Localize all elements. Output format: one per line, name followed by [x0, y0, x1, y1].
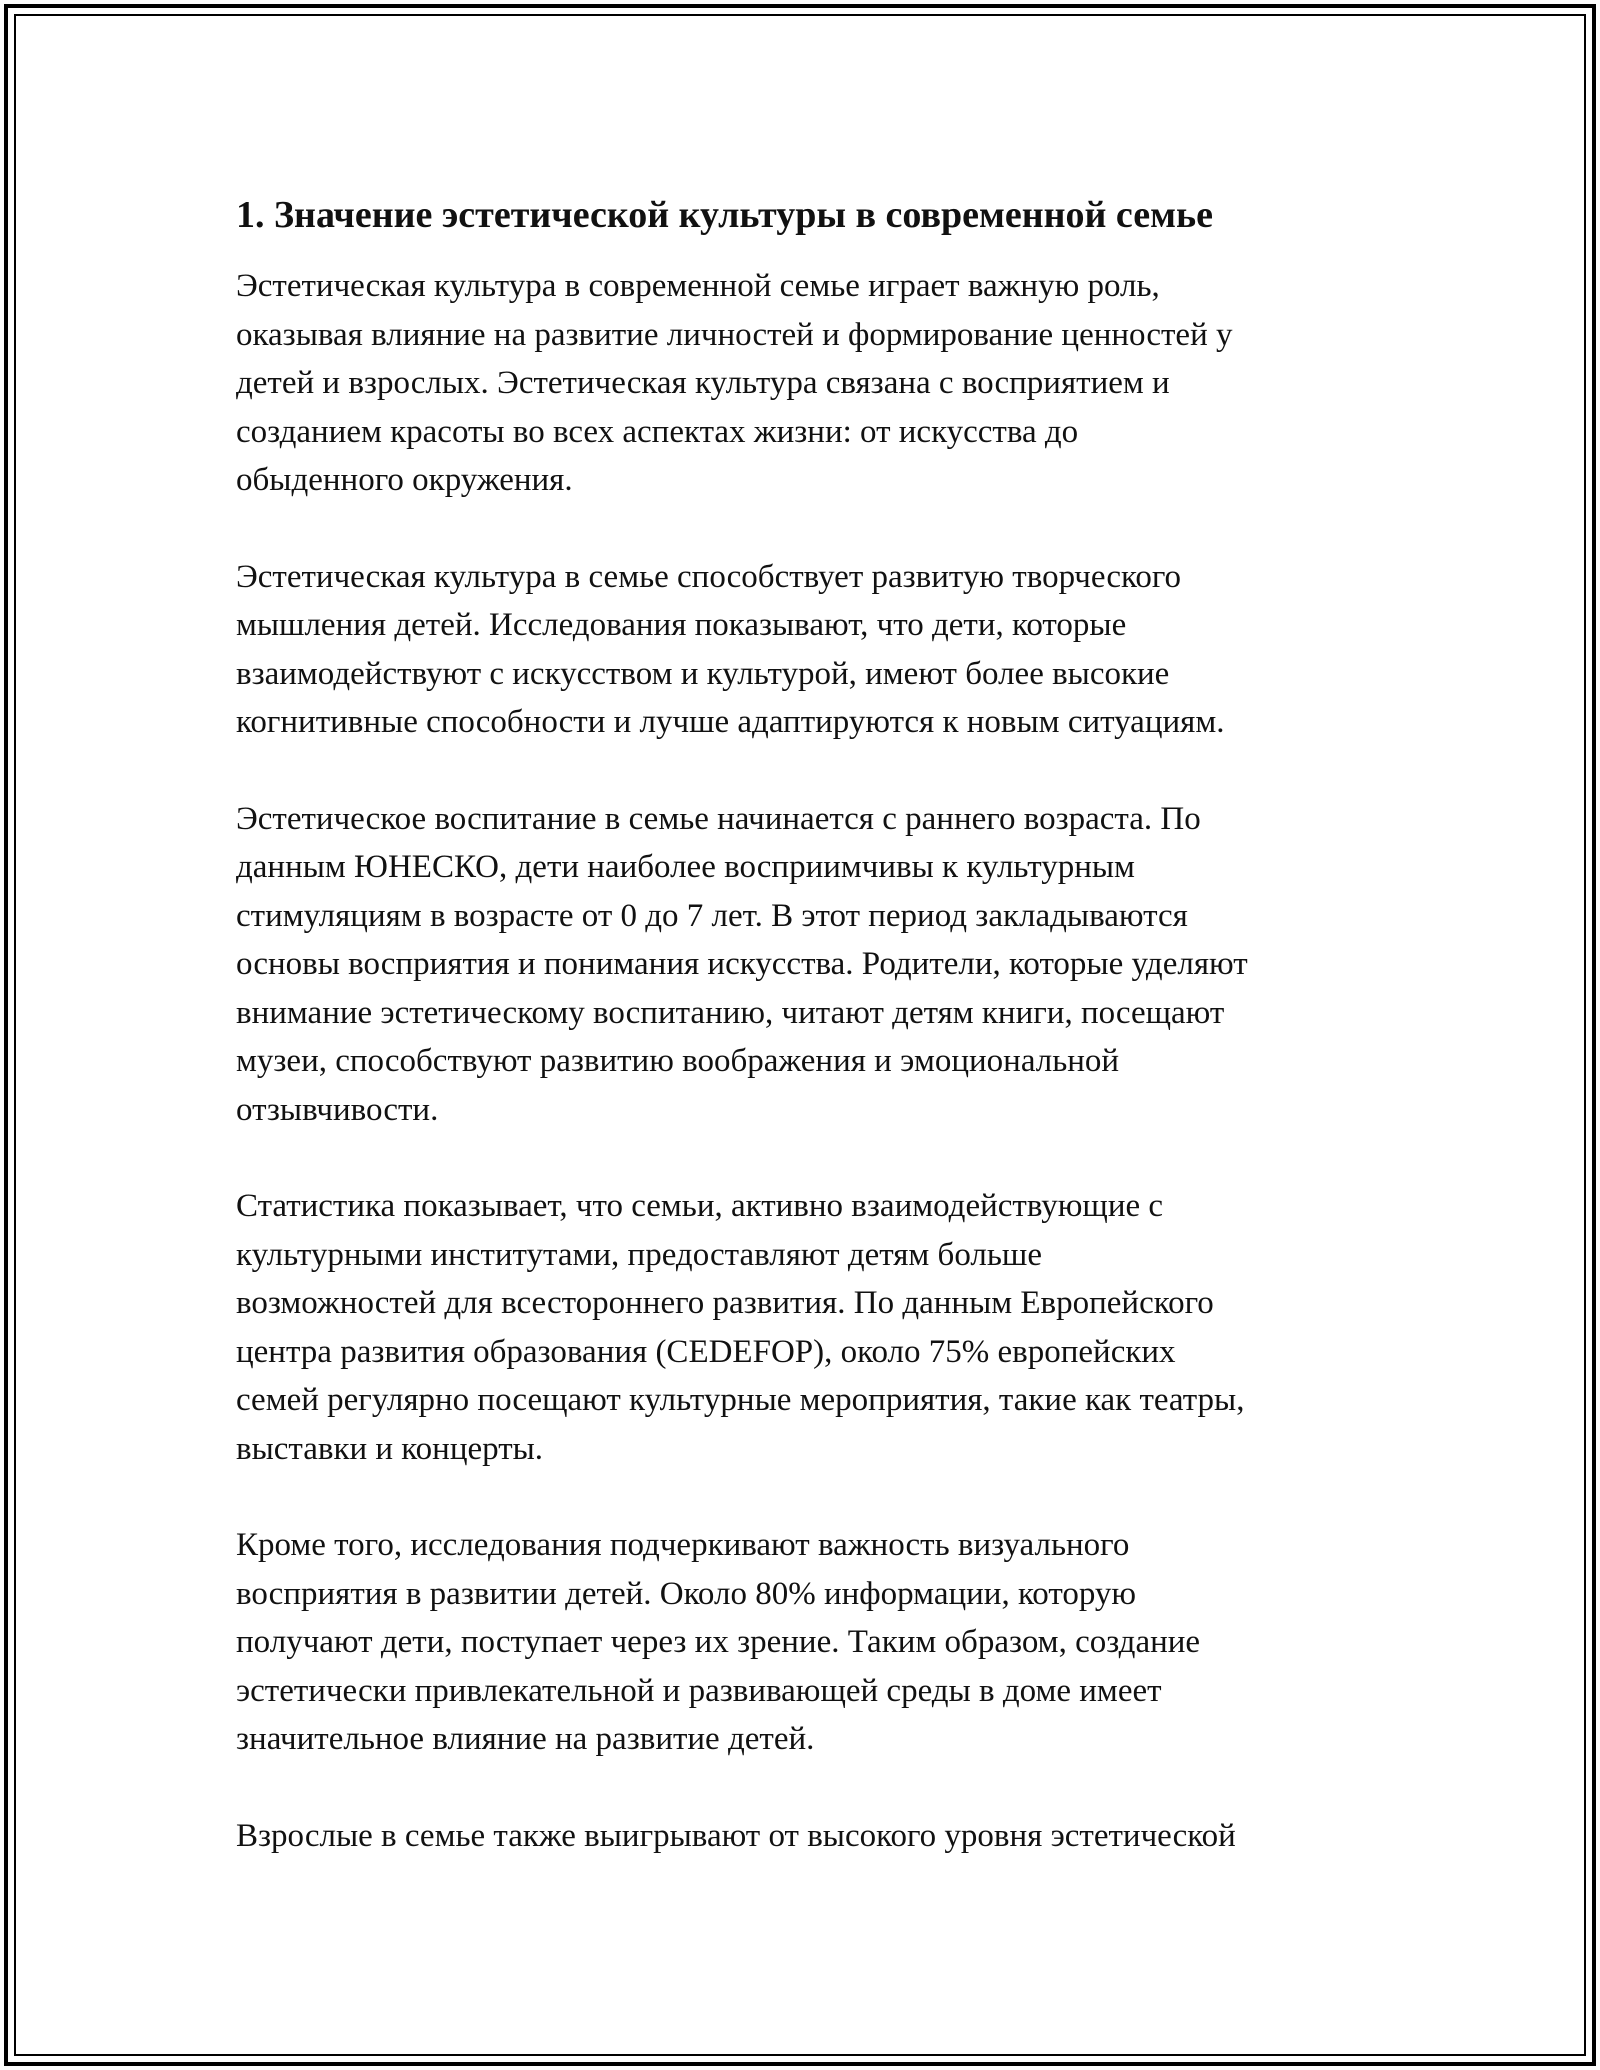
paragraph-4: Статистика показывает, что семьи, активно взаимодействующие с культурными институтами, предоставляют детям больше возможностей для всестороннего развития. По данным Европейского центра развития образования (CEDEFOP), около 75% европейских семей регулярно посещают культурные мероприятия, такие как театры, выставки и концерты.	[236, 1188, 1245, 1467]
section-heading: 1. Значение эстетической культуры в современной семье	[236, 194, 1213, 236]
paragraph-3: Эстетическое воспитание в семье начинается с раннего возраста. По данным ЮНЕСКО, дети наиболее восприимчивы к культурным стимуляциям в возрасте от 0 до 7 лет. В этот период закладываются основы восприятия и понимания искусства. Родители, которые уделяют внимание эстетическому воспитанию, читают детям книги, посещают музеи, способствуют развитию воображения и эмоциональной отзывчивости.	[236, 800, 1248, 1128]
paragraph-1: Эстетическая культура в современной семье играет важную роль, оказывая влияние на развитие личностей и формирование ценностей у детей и взрослых. Эстетическая культура связана с восприятием и созданием красоты во всех аспектах жизни: от искусства до обыденного окружения.	[236, 268, 1233, 498]
paragraph-2: Эстетическая культура в семье способствует развитую творческого мышления детей. Исследования показывают, что дети, которые взаимодействуют с искусством и культурой, имеют более высокие когнитивные способности и лучше адаптируются к новым ситуациям.	[236, 558, 1225, 740]
paragraph-5: Кроме того, исследования подчеркивают важность визуального восприятия в развитии детей. Около 80% информации, которую получают дети, поступает через их зрение. Таким образом, создание эстетически привлекательной и развивающей среды в доме имеет значительное влияние на развитие детей.	[236, 1527, 1201, 1757]
paragraph-6: Взрослые в семье также выигрывают от высокого уровня эстетической	[236, 1817, 1236, 1854]
document-body	[236, 186, 1376, 1908]
